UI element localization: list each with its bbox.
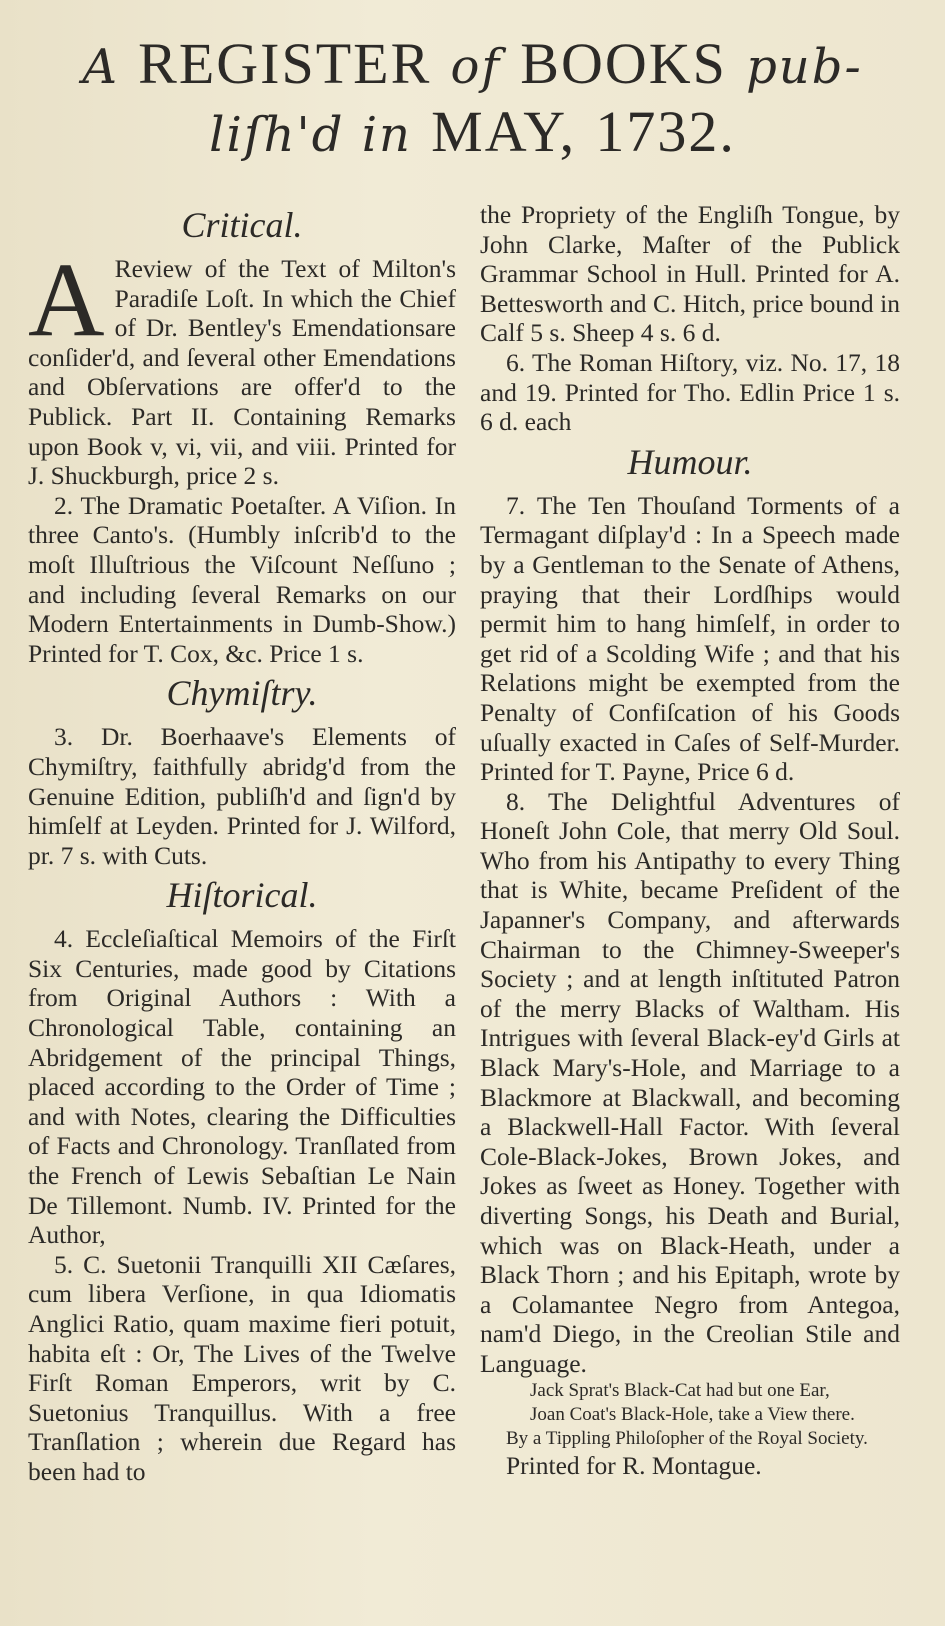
title-line-2 (0, 98, 945, 166)
title-of: of (450, 39, 502, 95)
title-register: REGISTER (138, 31, 432, 96)
entry-5: 5. C. Suetonii Tranquilli XII Cæſares, cum libera Verſione, in qua Idiomatis Anglici Ratio, quam maxime fieri potuit, habita eſt : Or, The Lives of the Twelve Firſt Roman Emperors, writ by C. Suetonius Tranquillus. With a free Tranſlation ; wherein due Regard has been had to (28, 1249, 456, 1486)
section-heading-critical: Critical. (181, 205, 303, 245)
entry-5-continued: the Propriety of the Engliſh Tongue, by John Clarke, Maſter of the Publick Grammar School in Hull. Printed for A. Bettesworth and C. Hitch, price bound in Calf 5 s. Sheep 4 s. 6 d. (480, 200, 900, 348)
title-line-1 (0, 30, 945, 98)
entry-6: 6. The Roman Hiſtory, viz. No. 17, 18 and 19. Printed for Tho. Edlin Price 1 s. 6 d. each (480, 347, 900, 437)
title-pub: pub- (746, 39, 863, 95)
entry-4: 4. Eccleſiaſtical Memoirs of the Firſt Six Centuries, made good by Citations from Original Authors : With a Chronological Table, containing an Abridgement of the principal Things, placed according to the Order of Time ; and with Notes, clearing the Difficulties of Facts and Chronology. Tranſlated from the French of Lewis Sebaſtian Le Nain De Tillemont. Numb. IV. Printed for the Author, (28, 924, 456, 1250)
page-title (0, 30, 945, 167)
entry-1-text: Review of the Text of Milton's Paradiſe Loſt. In which the Chief of Dr. Bentley's Emendationsare conſider'd, and ſeveral other Emendations and Obſervations are offer'd to the Publick. Part II. Containing Remarks upon Book v, vi, vii, and viii. Printed for J. Shuckburgh, price 2 s. (28, 254, 456, 491)
entry-7: 7. The Ten Thouſand Torments of a Termagant diſplay'd : In a Speech made by a Gentleman to the Senate of Athens, praying that their Lordſhips would permit him to hang himſelf, in order to get rid of a Scolding Wife ; and that his Relations might be exempted from the Penalty of Confiſcation of his Goods uſually exacted in Caſes of Self-Murder. Printed for T. Payne, Price 6 d. (480, 490, 900, 787)
epitaph-verse (480, 1379, 900, 1451)
verse-attribution: By a Tippling Philoſopher of the Royal Society. (506, 1427, 868, 1449)
left-column (28, 200, 456, 1487)
entry-3: 3. Dr. Boerhaave's Elements of Chymiſtry, faithfully abridg'd from the Genuine Edition, publiſh'd and ſign'd by himſelf at Leyden. Printed for J. Wilford, pr. 7 s. with Cuts. (28, 722, 456, 870)
verse-line-2: Joan Coat's Black-Hole, take a View there. (530, 1403, 855, 1425)
title-year: 1732. (595, 99, 736, 165)
entry-1 (28, 241, 456, 491)
title-books: BOOKS (520, 31, 727, 96)
drop-cap: A (28, 241, 105, 358)
entry-8-printer: Printed for R. Montague. (506, 1450, 762, 1480)
entry-8: 8. The Delightful Adventures of Honeſt John Cole, that merry Old Soul. Who from his Antipathy to every Thing that is White, became Preſident of the Japanner's Company, and afterwards Chairman to the Chimney-Sweeper's Society ; and at length inſtituted Patron of the merry Blacks of Waltham. His Intrigues with ſeveral Black-ey'd Girls at Black Mary's-Hole, and Marriage to a Blackmore at Blackwall, and becoming a Blackwell-Hall Factor. With ſeveral Cole-Black-Jokes, Brown Jokes, and Jokes as ſweet as Honey. Together with diverting Songs, his Death and Burial, which was on Black-Heath, under a Black Thorn ; and his Epitaph, wrote by a Colamantee Negro from Antegoa, nam'd Diego, in the Creolian Stile and Language. (480, 786, 900, 1378)
title-published-in: liſh'd in (209, 107, 412, 164)
section-heading-humour: Humour. (627, 441, 753, 482)
verse-line-1: Jack Sprat's Black-Cat had but one Ear, (530, 1379, 830, 1401)
right-column (480, 200, 900, 1480)
title-month: MAY, (431, 99, 577, 165)
entry-2: 2. The Dramatic Poetaſter. A Viſion. In three Canto's. (Humbly inſcrib'd to the moſt Illuſtrious the Viſcount Neſſuno ; and including ſeveral Remarks on our Modern Entertainments in Dumb-Show.) Printed for T. Cox, &c. Price 1 s. (28, 490, 456, 668)
title-article: A (82, 39, 119, 95)
section-heading-historical: Hiſtorical. (166, 875, 318, 916)
section-heading-chymistry: Chymiſtry. (166, 673, 318, 714)
